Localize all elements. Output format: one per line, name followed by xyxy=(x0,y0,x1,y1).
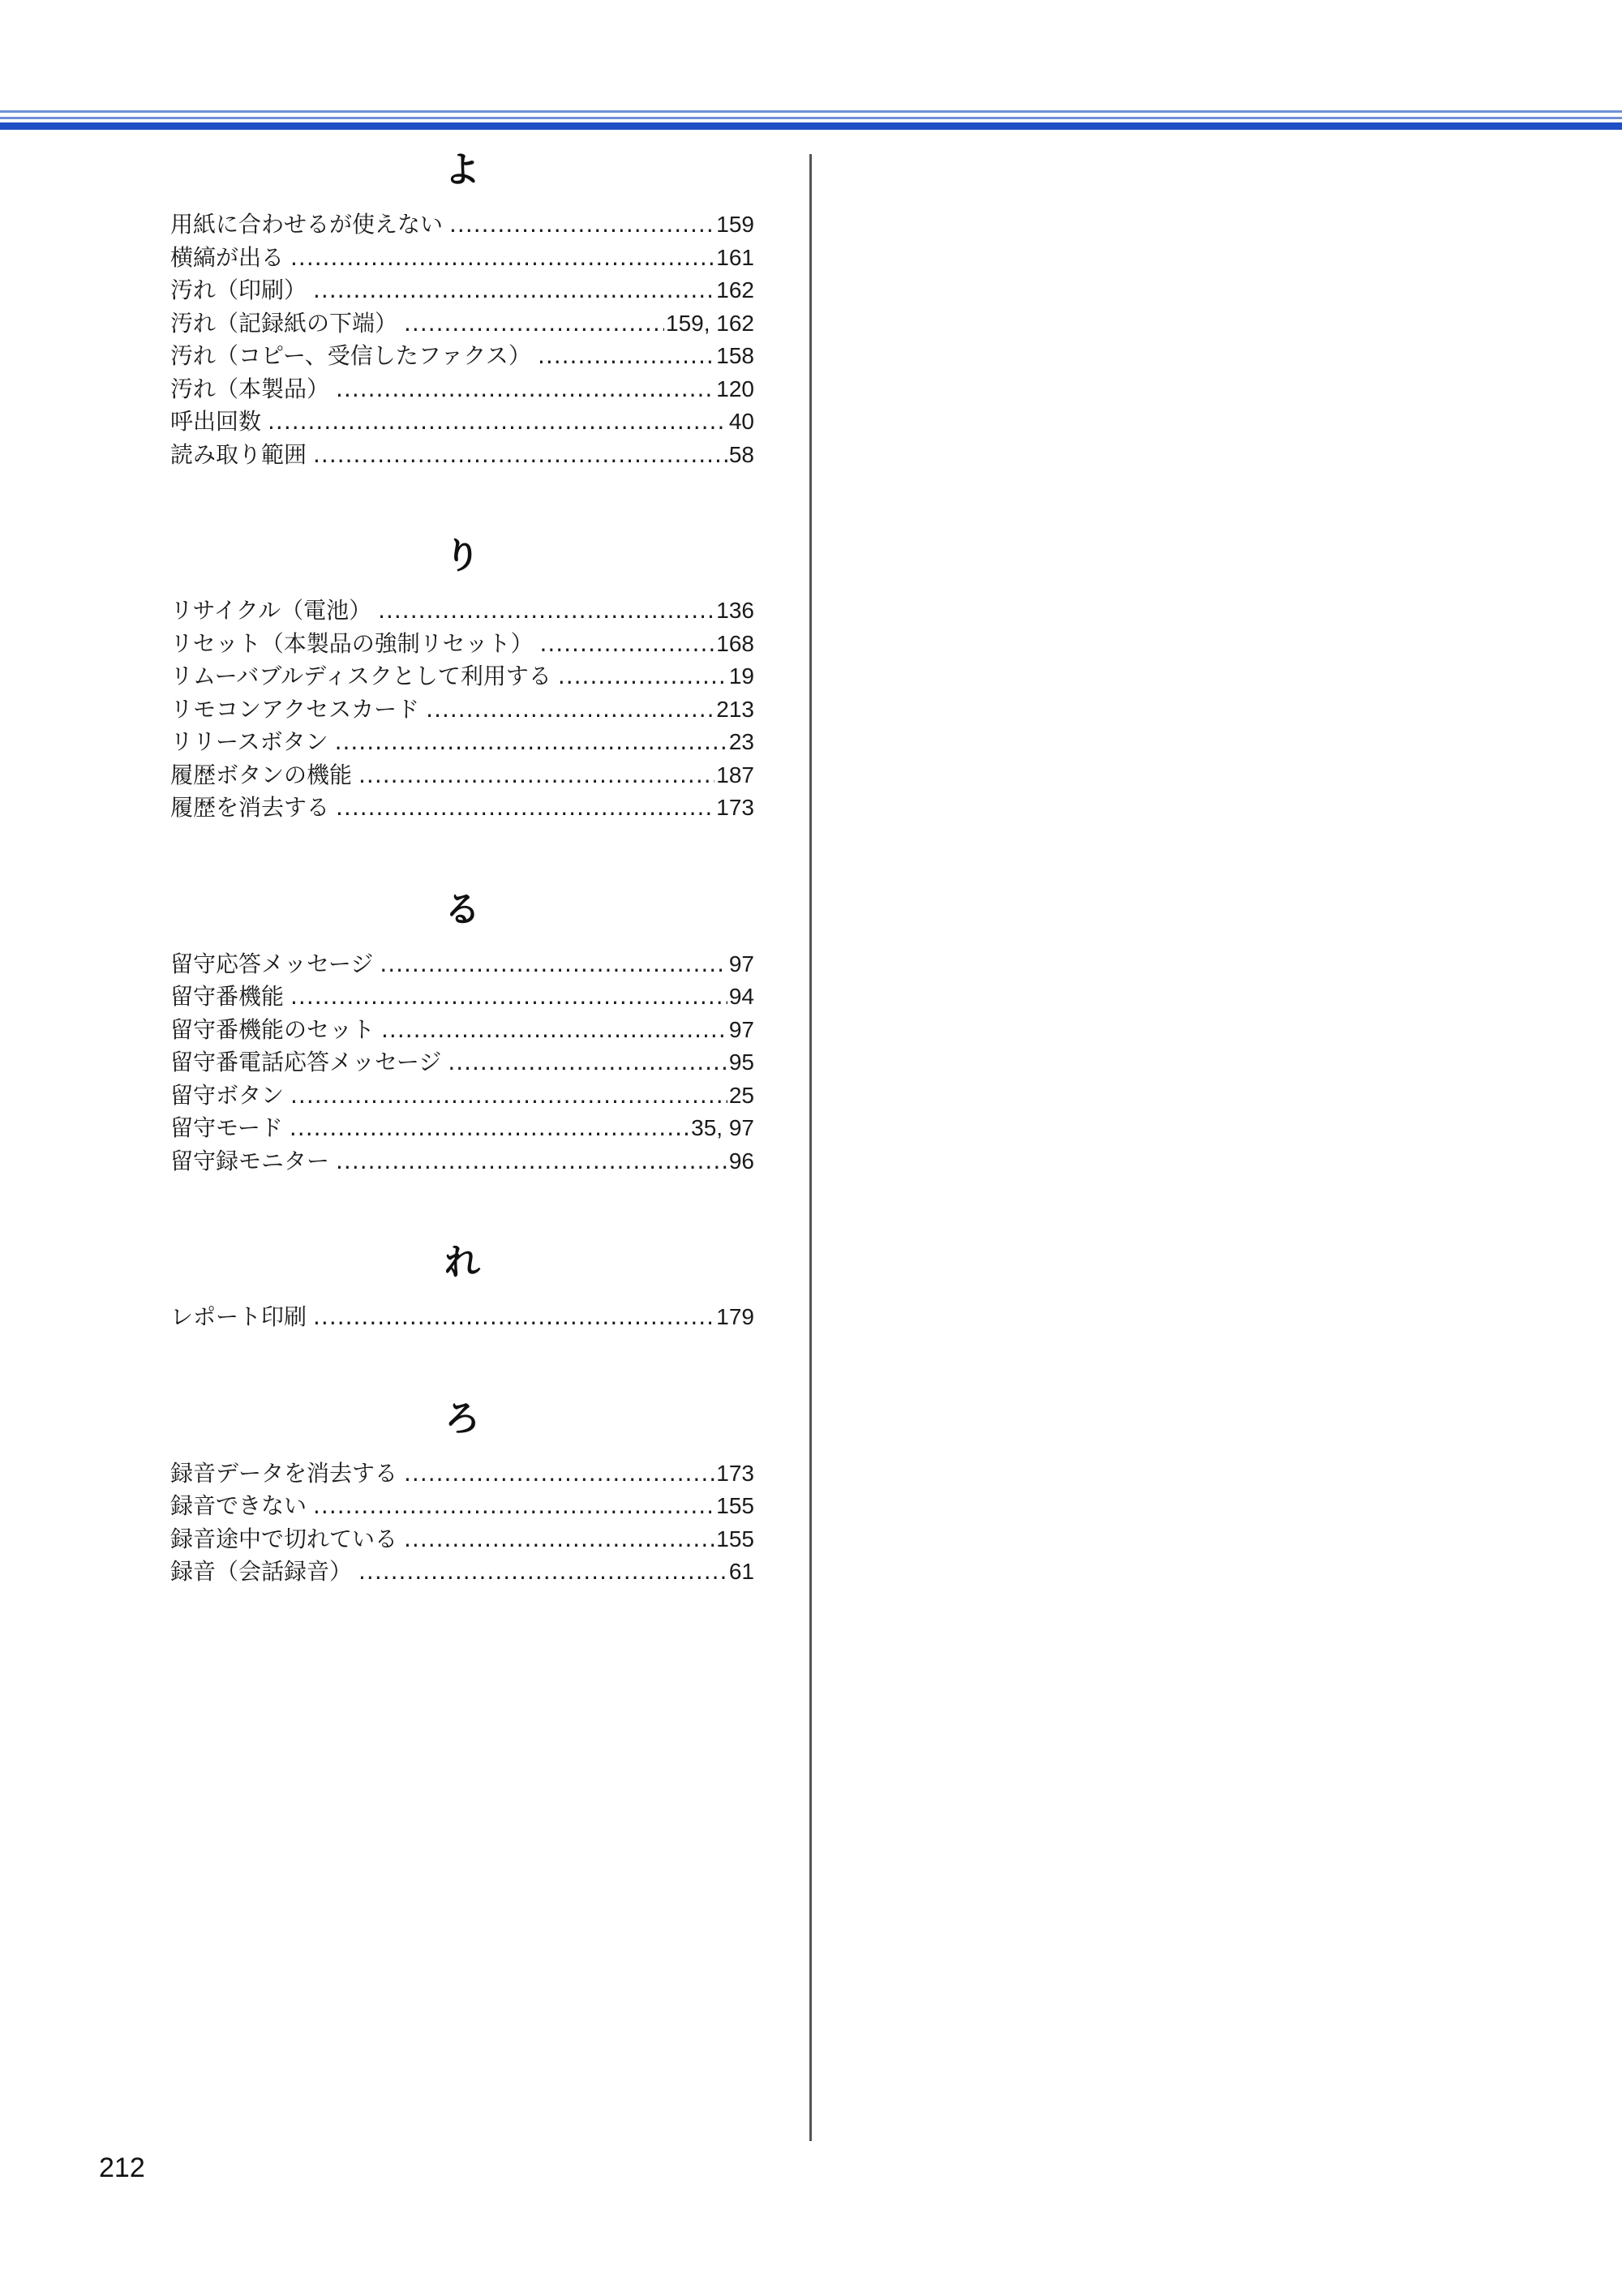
dot-leader xyxy=(290,242,714,275)
index-entry xyxy=(170,981,754,1014)
index-entry xyxy=(170,406,754,439)
entry-page-ref: 95 xyxy=(728,1049,754,1075)
dot-leader xyxy=(336,792,714,825)
dot-leader xyxy=(290,1079,727,1113)
entry-page-ref: 158 xyxy=(716,343,754,368)
dot-leader xyxy=(290,1112,689,1145)
entry-term: 留守応答メッセージ xyxy=(170,950,374,977)
index-section xyxy=(170,1391,754,1589)
index-entry xyxy=(170,628,754,661)
entry-page-ref: 19 xyxy=(728,663,754,689)
dot-leader xyxy=(313,1301,714,1334)
section-heading: り xyxy=(444,535,480,577)
header-rule-thick xyxy=(0,122,1622,130)
entry-term: 汚れ（印刷） xyxy=(170,277,307,303)
dot-leader xyxy=(448,1046,727,1079)
index-entry xyxy=(170,274,754,307)
index-entry xyxy=(170,307,754,341)
dot-leader xyxy=(380,948,727,981)
entry-page-ref: 136 xyxy=(716,598,754,623)
entry-page-ref: 179 xyxy=(716,1304,754,1329)
entry-page-ref: 120 xyxy=(716,376,754,401)
entry-page-ref: 23 xyxy=(728,729,754,754)
entry-page-ref: 155 xyxy=(716,1526,754,1551)
entry-term: 汚れ（記録紙の下端） xyxy=(170,309,398,337)
entry-term: 留守録モニター xyxy=(170,1147,330,1174)
dot-leader xyxy=(558,660,727,693)
index-entry xyxy=(170,1457,754,1491)
dot-leader xyxy=(336,373,714,406)
section-heading: ろ xyxy=(444,1397,480,1440)
entry-term: リムーバブルディスクとして利用する xyxy=(170,663,551,689)
entry-term: 録音途中で切れている xyxy=(170,1525,398,1552)
dot-leader xyxy=(404,1523,714,1556)
entry-term: 留守番電話応答メッセージ xyxy=(170,1049,442,1075)
dot-leader xyxy=(313,274,714,307)
entry-page-ref: 97 xyxy=(728,1016,754,1042)
entry-term: 録音（会話録音） xyxy=(170,1558,353,1585)
entry-page-ref: 159 xyxy=(716,212,754,237)
dot-leader xyxy=(313,439,727,472)
index-entry xyxy=(170,759,754,792)
entry-page-ref: 25 xyxy=(728,1082,754,1108)
entry-page-ref: 173 xyxy=(716,795,754,820)
header-rule-thin-2 xyxy=(0,117,1622,119)
index-entry xyxy=(170,693,754,727)
dot-leader xyxy=(426,693,714,727)
entry-page-ref: 61 xyxy=(728,1559,754,1584)
header-rule-thin-1 xyxy=(0,110,1622,113)
page-number: 212 xyxy=(99,2152,145,2183)
entry-page-ref: 173 xyxy=(716,1460,754,1486)
entry-term: 汚れ（本製品） xyxy=(170,375,330,402)
entry-term: 留守モード xyxy=(170,1114,283,1141)
entry-term: リセット（本製品の強制リセット） xyxy=(170,629,534,657)
entry-term: リサイクル（電池） xyxy=(170,597,372,624)
index-section xyxy=(170,142,754,471)
entry-page-ref: 161 xyxy=(716,244,754,270)
index-entry xyxy=(170,1145,754,1178)
entry-term: 汚れ（コピー、受信したファクス） xyxy=(170,342,531,369)
index-entry xyxy=(170,439,754,472)
section-heading: る xyxy=(444,888,480,930)
dot-leader xyxy=(268,406,727,439)
entry-page-ref: 97 xyxy=(728,951,754,976)
entry-page-ref: 96 xyxy=(728,1148,754,1174)
index-entry xyxy=(170,373,754,406)
dot-leader xyxy=(404,1457,714,1491)
index-entry xyxy=(170,660,754,693)
entry-term: 録音できない xyxy=(170,1492,307,1519)
index-entry xyxy=(170,1112,754,1145)
index-entry xyxy=(170,242,754,275)
entry-term: 履歴を消去する xyxy=(170,794,330,821)
entry-page-ref: 159, 162 xyxy=(666,310,754,336)
section-heading: よ xyxy=(444,149,480,191)
dot-leader xyxy=(378,594,714,628)
dot-leader xyxy=(335,726,727,759)
dot-leader xyxy=(336,1145,727,1178)
entry-page-ref: 40 xyxy=(728,409,754,434)
entry-term: 録音データを消去する xyxy=(170,1459,398,1487)
entry-term: 留守番機能のセット xyxy=(170,1015,375,1043)
index-column-left xyxy=(170,142,754,1589)
entry-term: 横縞が出る xyxy=(170,243,285,271)
index-entry xyxy=(170,1014,754,1047)
entry-term: 留守番機能 xyxy=(170,983,285,1010)
entry-page-ref: 162 xyxy=(716,277,754,303)
entry-page-ref: 213 xyxy=(716,696,754,722)
index-entry xyxy=(170,208,754,242)
index-entry xyxy=(170,1556,754,1589)
dot-leader xyxy=(290,981,727,1014)
dot-leader xyxy=(539,628,714,661)
entry-page-ref: 155 xyxy=(716,1493,754,1518)
entry-term: 読み取り範囲 xyxy=(170,440,307,468)
index-entry xyxy=(170,1523,754,1556)
dot-leader xyxy=(449,208,714,242)
entry-page-ref: 168 xyxy=(716,630,754,656)
index-entry xyxy=(170,340,754,373)
entry-page-ref: 58 xyxy=(728,441,754,467)
dot-leader xyxy=(358,759,714,792)
entry-term: リリースボタン xyxy=(170,728,328,755)
dot-leader xyxy=(313,1490,714,1523)
index-section xyxy=(170,528,754,825)
entry-term: 留守ボタン xyxy=(170,1081,285,1109)
index-entry xyxy=(170,594,754,628)
index-section xyxy=(170,882,754,1178)
entry-page-ref: 94 xyxy=(728,984,754,1009)
entry-term: リモコンアクセスカード xyxy=(170,695,420,723)
dot-leader xyxy=(538,340,714,373)
index-section xyxy=(170,1234,754,1334)
entry-term: 用紙に合わせるが使えない xyxy=(170,211,444,238)
index-entry xyxy=(170,1079,754,1113)
column-divider xyxy=(809,154,812,2141)
entry-page-ref: 35, 97 xyxy=(691,1115,754,1140)
dot-leader xyxy=(381,1014,727,1047)
dot-leader xyxy=(404,307,664,341)
index-entry xyxy=(170,1490,754,1523)
entry-page-ref: 187 xyxy=(716,762,754,788)
section-heading: れ xyxy=(444,1242,480,1283)
entry-term: 履歴ボタンの機能 xyxy=(170,761,353,788)
entry-term: レポート印刷 xyxy=(170,1303,307,1330)
dot-leader xyxy=(358,1556,727,1589)
entry-term: 呼出回数 xyxy=(170,408,262,435)
index-entry xyxy=(170,1046,754,1079)
index-entry xyxy=(170,948,754,981)
index-entry xyxy=(170,726,754,759)
index-entry xyxy=(170,792,754,825)
index-entry xyxy=(170,1301,754,1334)
